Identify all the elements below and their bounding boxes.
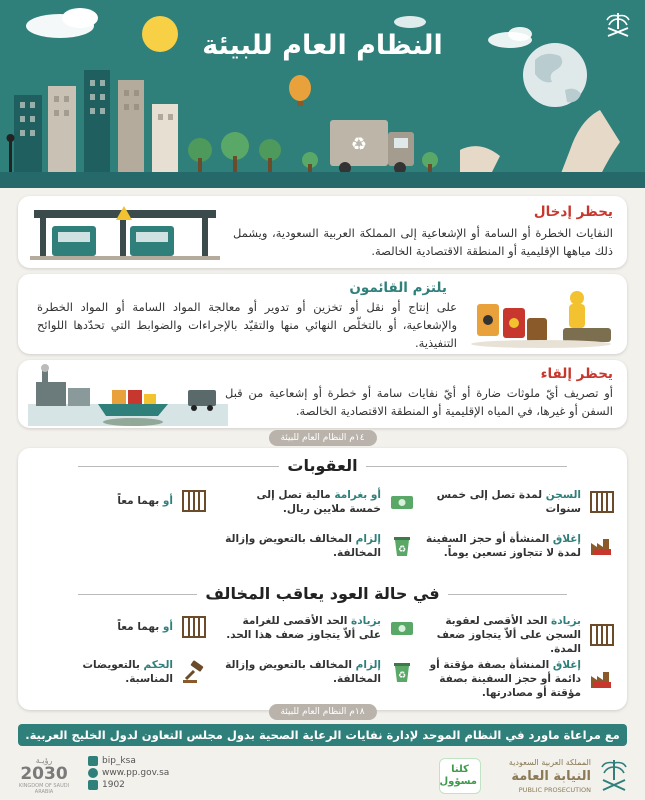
recycle-bin-icon (389, 659, 415, 685)
website-link[interactable]: www.pp.gov.sa (88, 768, 169, 778)
penalty-item: ♻ إلزام المخالف بالتعويض وإزالة المخالفة. (225, 532, 415, 560)
penalty-item: إغلاق المنشأة أو حجز السفينة لمدة لا تتجاوز تسعين يوماً. (425, 532, 615, 560)
money-bills-icon (389, 489, 415, 515)
card-handlers-obligation (18, 274, 627, 354)
healthcare-waste-note-banner: مع مراعاة ماورد في النظام الموحد لإدارة نفايات الرعاية الصحية بدول مجلس التعاون لدول الخليج العربية. (18, 724, 627, 746)
card-text: أو تصريف أيّ ملوثات ضارة أو أيّ نفايات سامة أو خطرة أو إشعاعية من قبل السفن أو غيرها، في المياه الإقليمية أو المنطقة الاقتصادية الخالصة. (225, 386, 613, 418)
twitter-link[interactable]: bip_ksa (88, 756, 169, 766)
agency-name-ar: النيابة العامة (511, 769, 591, 784)
svg-text:♻: ♻ (397, 671, 407, 681)
jail-bars-icon (181, 614, 207, 640)
twitter-icon (88, 756, 98, 766)
card-title: يلتزم القائمون (349, 280, 447, 296)
card-import-ban (18, 196, 627, 268)
closed-factory-icon (589, 666, 615, 692)
footer (0, 752, 645, 800)
card-text: النفايات الخطرة أو السامة أو الإشعاعية إلى المملكة العربية السعودية، ويشمل ذلك مياهها الإقليمية أو المنطقة الاقتصادية الخالصة. (233, 226, 613, 258)
globe-icon (88, 768, 98, 778)
repeat-penalty-item: بزيادة الحد الأقصى للغرامة على ألاّ يتجاوز ضعف هذا الحد. (225, 614, 415, 642)
city-skyline-illustration (0, 0, 645, 188)
palm-swords-emblem-icon (603, 10, 633, 44)
penalty-item: أو بغرامة مالية تصل إلى خمسة ملايين ريال. (225, 488, 415, 516)
repeat-offense-heading: في حالة العود يعاقب المخالف (18, 584, 627, 603)
recycle-bin-icon (389, 533, 415, 559)
repeat-penalty-item: إغلاق المنشأة بصفة مؤقتة أو دائمة أو حجز السفينة بصفة مؤقتة أو مصادرتها. (425, 658, 615, 700)
repeat-penalty-item: أو بهما معاً (37, 614, 207, 640)
trucks-checkpoint-illustration (30, 204, 220, 260)
card-dumping-ban (18, 360, 627, 428)
money-bills-icon (389, 615, 415, 641)
kingdom-name: المملكة العربية السعودية (508, 758, 591, 767)
ship-factory-pollution-illustration (28, 364, 228, 426)
jail-bars-icon (181, 488, 207, 514)
repeat-penalty-item: بزيادة الحد الأقصى لعقوبة السجن على ألاّ يتجاوز ضعف المدة. (425, 614, 615, 656)
vision-2030-logo: رؤيـة 2030 KINGDOM OF SAUDI ARABIA (18, 756, 70, 795)
penalties-heading: العقوبات (18, 456, 627, 475)
card-title: يحظر إدخال (533, 204, 613, 220)
jail-bars-icon (589, 489, 615, 515)
penalty-item: أو بهما معاً (37, 488, 207, 514)
hazardous-barrels-illustration (467, 282, 617, 348)
agency-name-en: PUBLIC PROSECUTION (518, 786, 591, 794)
jail-bars-icon (589, 622, 615, 648)
phone-link[interactable]: 1902 (88, 780, 169, 790)
closed-factory-icon (589, 533, 615, 559)
card-title: يحظر إلقاء (540, 366, 613, 382)
judge-gavel-icon (181, 659, 207, 685)
card-text: على إنتاج أو نقل أو تخزين أو تدوير أو معالجة المواد السامة أو المواد الخطرة والإشعاعية، أو بالتخلّص النهائي منها والتقيّد بالإجراءات والضوابط التي تحدّدها اللوائح التنفيذية. (37, 300, 457, 350)
phone-icon (88, 780, 98, 790)
page-title: النظام العام للبيئة (202, 30, 443, 61)
svg-text:♻: ♻ (397, 545, 407, 555)
penalties-panel (18, 448, 627, 710)
article-14-tag: ١٤م النظام العام للبيئة (268, 430, 376, 446)
agency-emblem-icon (597, 756, 631, 794)
penalty-item: السجن لمدة تصل إلى خمس سنوات (425, 488, 615, 516)
hero-ground (0, 172, 645, 188)
article-18-tag: ١٨م النظام العام للبيئة (268, 704, 376, 720)
contact-block (88, 756, 169, 790)
all-responsible-badge: كلنا مسؤول (439, 758, 481, 794)
repeat-penalty-item: الحكم بالتعويضات المناسبة. (37, 658, 207, 686)
svg-text:♻: ♻ (350, 134, 368, 155)
hero-illustration (0, 0, 645, 188)
repeat-penalty-item: ♻ إلزام المخالف بالتعويض وإزالة المخالفة. (225, 658, 415, 686)
